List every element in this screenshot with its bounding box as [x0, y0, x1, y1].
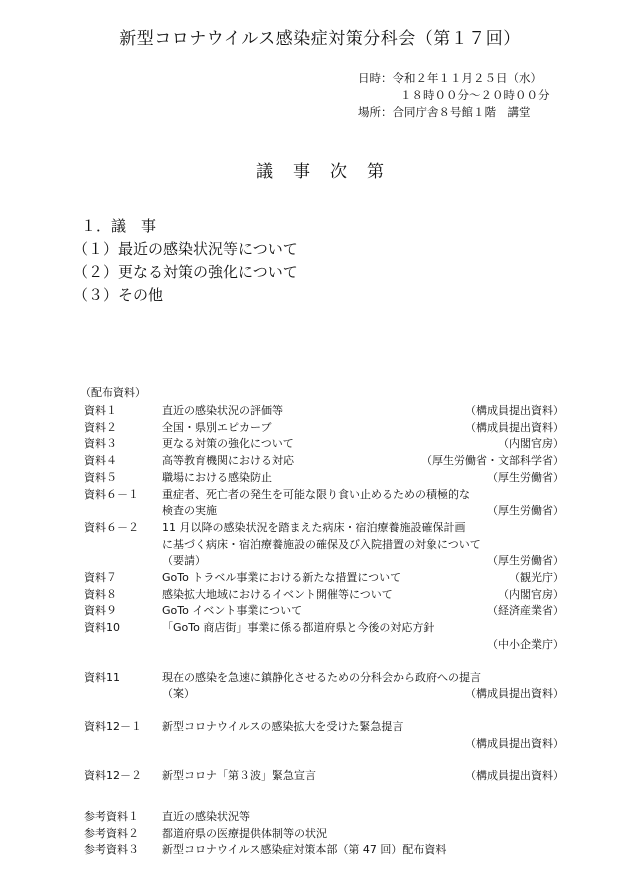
reference-title: 新型コロナウイルス感染症対策本部（第 47 回）配布資料 [162, 843, 447, 857]
agenda-heading: 議事次第 [256, 162, 404, 182]
material-title-cont: （案） [162, 687, 195, 701]
material-item [84, 768, 564, 785]
material-title: 更なる対策の強化について [162, 437, 294, 451]
document-title: 新型コロナウイルス感染症対策分科会（第１７回） [119, 29, 521, 49]
material-number: 資料８ [84, 587, 117, 601]
material-item [84, 470, 564, 487]
material-item [84, 436, 564, 453]
material-source: （構成員提出資料） [465, 769, 564, 783]
material-title: 重症者、死亡者の発生を可能な限り食い止めるための積極的な [162, 487, 470, 501]
material-number: 資料９ [84, 604, 117, 618]
material-number: 資料４ [84, 454, 117, 468]
reference-number: 参考資料２ [84, 826, 139, 840]
material-source: （経済産業省） [487, 604, 564, 618]
material-item [84, 719, 564, 752]
reference-item [84, 826, 564, 843]
material-item [84, 403, 564, 420]
material-number: 資料１ [84, 404, 117, 417]
material-source: （厚生労働省） [487, 504, 564, 518]
material-title: 「GoTo 商店街」事業に係る都道府県と今後の対応方針 [162, 621, 435, 635]
material-title-cont: 検査の実施 [162, 504, 217, 518]
material-source: （厚生労働省） [487, 554, 564, 568]
materials-label: （配布資料） [80, 386, 146, 399]
material-item [84, 420, 564, 437]
material-source: （内閣官房） [498, 587, 564, 601]
agenda-head: １．議 事 [81, 217, 157, 235]
reference-number: 参考資料３ [84, 843, 139, 857]
material-title-cont: （要請） [162, 554, 206, 568]
material-title: 感染拡大地域におけるイベント開催等について [162, 587, 393, 601]
material-title: GoTo イベント事業について [162, 604, 303, 618]
agenda-section [73, 215, 298, 307]
material-item [84, 620, 564, 653]
material-source: （厚生労働省） [487, 470, 564, 484]
meeting-meta [358, 70, 550, 121]
material-number: 資料10 [84, 621, 120, 635]
material-title-cont: に基づく病床・宿泊療養施設の確保及び入院措置の対象について [162, 537, 481, 551]
material-item [84, 603, 564, 620]
reference-list [84, 809, 564, 859]
material-title: 11 月以降の感染状況を踏まえた病床・宿泊療養施設確保計画 [162, 520, 466, 534]
material-number: 資料６－２ [84, 520, 139, 534]
material-source: （中小企業庁） [487, 637, 564, 651]
material-number: 資料12－２ [84, 769, 142, 783]
material-number: 資料６－１ [84, 487, 139, 501]
reference-title: 都道府県の医療提供体制等の状況 [162, 826, 327, 840]
reference-item [84, 842, 564, 859]
reference-item [84, 809, 564, 826]
material-title: 現在の感染を急速に鎮静化させるための分科会から政府への提言 [162, 670, 481, 684]
material-title: 新型コロナ「第３波」緊急宣言 [162, 769, 316, 783]
material-source: （厚生労働省・文部科学省） [421, 454, 564, 468]
material-source: （構成員提出資料） [465, 687, 564, 701]
agenda-item: （２）更なる対策の強化について [73, 263, 298, 281]
material-number: 資料７ [84, 571, 117, 585]
material-source: （構成員提出資料） [465, 736, 564, 750]
material-item [84, 670, 564, 703]
material-source: （内閣官房） [498, 437, 564, 451]
reference-title: 直近の感染状況等 [162, 810, 250, 824]
material-source: （構成員提出資料） [465, 420, 564, 434]
material-item [84, 453, 564, 470]
material-number: 資料12－１ [84, 719, 142, 733]
material-number: 資料５ [84, 470, 117, 484]
reference-number: 参考資料１ [84, 810, 139, 824]
material-title: 職場における感染防止 [162, 470, 272, 484]
material-number: 資料２ [84, 420, 117, 434]
meeting-date: 日時：令和２年１１月２５日（水） [358, 71, 542, 85]
material-source: （観光庁） [509, 571, 564, 585]
material-item [84, 520, 564, 570]
agenda-item: （３）その他 [73, 286, 164, 304]
agenda-item: （１）最近の感染状況等について [73, 240, 298, 258]
material-title: 直近の感染状況の評価等 [162, 404, 283, 417]
material-title: 全国・県別エピカーブ [162, 420, 272, 434]
meeting-place: 場所：合同庁舎８号館１階 講堂 [358, 105, 531, 119]
material-source: （構成員提出資料） [465, 404, 564, 417]
material-title: GoTo トラベル事業における新たな措置について [162, 571, 402, 585]
material-number: 資料11 [84, 670, 120, 684]
material-title: 新型コロナウイルスの感染拡大を受けた緊急提言 [162, 719, 404, 733]
material-item [84, 487, 564, 520]
material-item [84, 570, 564, 587]
meeting-time: １８時００分～２０時００分 [400, 88, 550, 102]
material-item [84, 587, 564, 604]
materials-list [84, 403, 564, 859]
material-title: 高等教育機関における対応 [162, 454, 294, 468]
material-number: 資料３ [84, 437, 117, 451]
